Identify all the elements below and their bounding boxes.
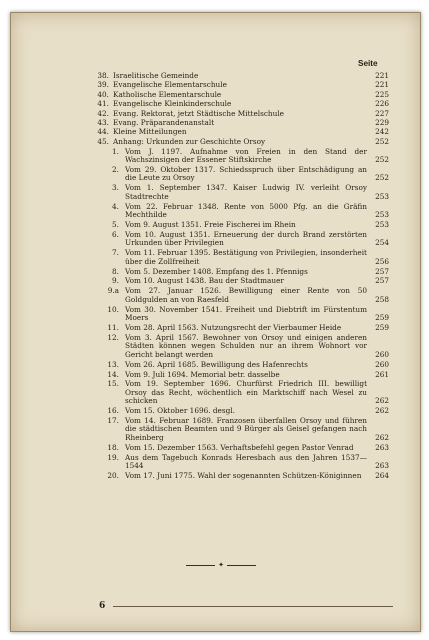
entry-number: 14. xyxy=(107,369,119,379)
entry-page: 262 xyxy=(375,432,389,442)
entry-page: 263 xyxy=(375,442,389,452)
entry-title: Evang. Präparandenanstalt xyxy=(113,118,215,128)
entry-number: 17. xyxy=(107,416,119,426)
toc-entry xyxy=(89,100,389,108)
toc-entry xyxy=(89,203,389,220)
entry-title: Vom 27. Januar 1526. Bewilligung einer Rente von 50 Goldgulden an von Raesfeld xyxy=(125,286,367,304)
entry-number: 5. xyxy=(112,220,119,229)
toc-entry xyxy=(89,249,389,266)
entry-number: 45. xyxy=(97,136,109,146)
entry-number: 12. xyxy=(107,332,119,342)
entry-number: 4. xyxy=(112,201,119,211)
entry-page: 259 xyxy=(375,322,389,332)
entry-title: Vom 19. September 1696. Churfürst Friedrich III. bewilligt Orsoy das Recht, wöchentlich ein Marktschiff nach Wesel zu schicken xyxy=(125,379,367,406)
entry-title: Vom 15. Dezember 1563. Verhaftsbefehl gegen Pastor Venrad xyxy=(125,442,354,452)
entry-page: 252 xyxy=(375,173,389,183)
entry-page: 253 xyxy=(375,220,389,229)
entry-title: Vom 10. August 1351. Erneuerung der durch Brand zerstörten Urkunden über Privilegien xyxy=(125,229,367,248)
entry-page: 261 xyxy=(375,369,389,379)
toc-entry xyxy=(89,454,389,471)
entry-title: Vom 17. Juni 1775. Wahl der sogenannten Schützen-Königinnen xyxy=(125,470,362,480)
entry-page: 260 xyxy=(375,359,389,369)
entry-title: Vom 3. April 1567. Bewohner von Orsoy und einigen anderen Städten können wegen Schulden nur an ihrem Wohnort vor Gericht belangt werden xyxy=(125,332,367,359)
entry-number: 39. xyxy=(97,80,109,90)
entry-title: Vom 11. Februar 1395. Bestätigung von Privilegien, insonderheit über die Zollfreiheit xyxy=(125,248,367,266)
entry-page: 257 xyxy=(375,276,389,286)
toc-entry xyxy=(89,417,389,442)
entry-page: 262 xyxy=(375,396,389,406)
entry-title: Vom 22. Februar 1348. Rente von 5000 Pfg. an die Gräfin Mechthilde xyxy=(125,201,367,220)
entry-title: Evang. Rektorat, jetzt Städtische Mittelschule xyxy=(113,108,284,118)
entry-page: 260 xyxy=(375,349,389,359)
entry-number: 19. xyxy=(107,452,119,462)
toc-entry xyxy=(89,81,389,89)
toc-entry xyxy=(89,324,389,332)
entry-page: 252 xyxy=(375,155,389,165)
toc-entry xyxy=(89,277,389,285)
entry-title: Evangelische Elementarschule xyxy=(113,80,227,90)
toc-entry xyxy=(89,91,389,99)
entry-title: Katholische Elementarschule xyxy=(113,89,222,99)
toc-entry xyxy=(89,407,389,415)
entry-number: 6. xyxy=(112,229,119,239)
entry-title: Vom 28. April 1563. Nutzungsrecht der Vierbaumer Heide xyxy=(125,322,342,332)
entry-title: Anhang: Urkunden zur Geschichte Orsoy xyxy=(113,136,266,146)
toc-entry xyxy=(89,231,389,248)
entry-title: Vom 10. August 1438. Bau der Stadtmauer xyxy=(125,276,284,286)
entry-number: 42. xyxy=(97,108,109,118)
entry-page: 221 xyxy=(375,80,389,90)
toc-entry xyxy=(89,361,389,369)
toc-entry xyxy=(89,444,389,452)
entry-page: 252 xyxy=(375,136,389,146)
entry-number: 40. xyxy=(97,89,109,99)
entry-title: Vom 30. November 1541. Freiheit und Diebtrift im Fürstentum Moers xyxy=(125,304,367,323)
toc-entry xyxy=(89,287,389,304)
entry-number: 18. xyxy=(107,442,119,452)
entry-page: 221 xyxy=(375,71,389,80)
entry-number: 8. xyxy=(112,266,119,276)
entry-page: 227 xyxy=(375,108,389,118)
table-of-contents xyxy=(89,71,389,480)
entry-page: 263 xyxy=(375,461,389,471)
entry-number: 15. xyxy=(107,379,119,389)
toc-entry xyxy=(89,72,389,80)
entry-title: Vom 29. Oktober 1317. Schiedsspruch über Entschädigung an die Leute zu Orsoy xyxy=(125,165,367,183)
book-page xyxy=(10,12,421,632)
entry-page: 264 xyxy=(375,470,389,480)
entry-title: Vom 15. Oktober 1696. desgl. xyxy=(125,406,235,416)
entry-title: Kleine Mitteilungen xyxy=(113,127,187,137)
entry-page: 226 xyxy=(375,99,389,109)
entry-number: 44. xyxy=(97,127,109,137)
ornamental-divider xyxy=(186,561,256,569)
toc-entry xyxy=(89,221,389,229)
entry-number: 20. xyxy=(107,470,119,480)
toc-entry xyxy=(89,128,389,136)
toc-entry xyxy=(89,306,389,323)
entry-title: Vom J. 1197. Aufnahme von Freien in den Stand der Wachszinsigen der Essener Stiftskirche xyxy=(125,146,367,165)
entry-number: 43. xyxy=(97,118,109,128)
entry-page: 253 xyxy=(375,210,389,220)
toc-entry xyxy=(89,472,389,480)
divider-line-left xyxy=(186,565,215,566)
entry-page: 258 xyxy=(375,294,389,304)
toc-entry xyxy=(89,371,389,379)
entry-number: 13. xyxy=(107,359,119,369)
toc-entry xyxy=(89,119,389,127)
entry-number: 16. xyxy=(107,406,119,416)
entry-page: 256 xyxy=(375,256,389,266)
entry-number: 1. xyxy=(112,146,119,156)
divider-line-right xyxy=(227,565,256,566)
toc-entry xyxy=(89,110,389,118)
entry-page: 225 xyxy=(375,89,389,99)
entry-title: Vom 5. Dezember 1408. Empfang des 1. Pfennigs xyxy=(125,266,308,276)
footer-rule xyxy=(113,606,393,607)
entry-title: Vom 9. August 1351. Freie Fischerei im Rhein xyxy=(125,220,296,229)
entry-title: Vom 14. Februar 1689. Franzosen überfallen Orsoy und führen die städtischen Beamten und 9 Bürger als Geisel gefangen nach Rheinberg xyxy=(125,416,367,442)
page-number: 6 xyxy=(99,601,106,611)
entry-number: 38. xyxy=(97,71,109,80)
toc-entry xyxy=(89,380,389,405)
entry-title: Evangelische Kleinkinderschule xyxy=(113,99,232,109)
entry-page: 262 xyxy=(375,406,389,416)
entry-page: 229 xyxy=(375,118,389,128)
entry-number: 41. xyxy=(97,99,109,109)
toc-entry xyxy=(89,334,389,359)
entry-title: Israelitische Gemeinde xyxy=(113,71,199,80)
toc-entry xyxy=(89,166,389,183)
entry-number: 2. xyxy=(112,165,119,175)
entry-title: Vom 9. Juli 1694. Memorial betr. dasselbe xyxy=(125,369,280,379)
entry-page: 253 xyxy=(375,191,389,201)
entry-title: Vom 26. April 1685. Bewilligung des Hafenrechts xyxy=(125,359,308,369)
entry-number: 7. xyxy=(112,248,119,258)
entry-page: 257 xyxy=(375,266,389,276)
entry-title: Aus dem Tagebuch Konrads Heresbach aus den Jahren 1537—1544 xyxy=(125,452,367,471)
toc-entry xyxy=(89,138,389,146)
entry-title: Vom 1. September 1347. Kaiser Ludwig IV. verleiht Orsoy Stadtrechte xyxy=(125,183,367,201)
entry-number: 3. xyxy=(112,183,119,193)
toc-entry xyxy=(89,184,389,201)
ornament-icon: ✦ xyxy=(218,561,224,569)
seite-label: Seite xyxy=(358,59,378,68)
entry-number: 10. xyxy=(107,304,119,314)
toc-entry xyxy=(89,148,389,165)
entry-page: 242 xyxy=(375,127,389,137)
entry-number: 9. xyxy=(112,276,119,286)
entry-page: 259 xyxy=(375,313,389,323)
entry-number: 11. xyxy=(107,322,119,332)
entry-number: 9.a xyxy=(107,286,119,296)
entry-page: 254 xyxy=(375,238,389,248)
toc-entry xyxy=(89,268,389,276)
